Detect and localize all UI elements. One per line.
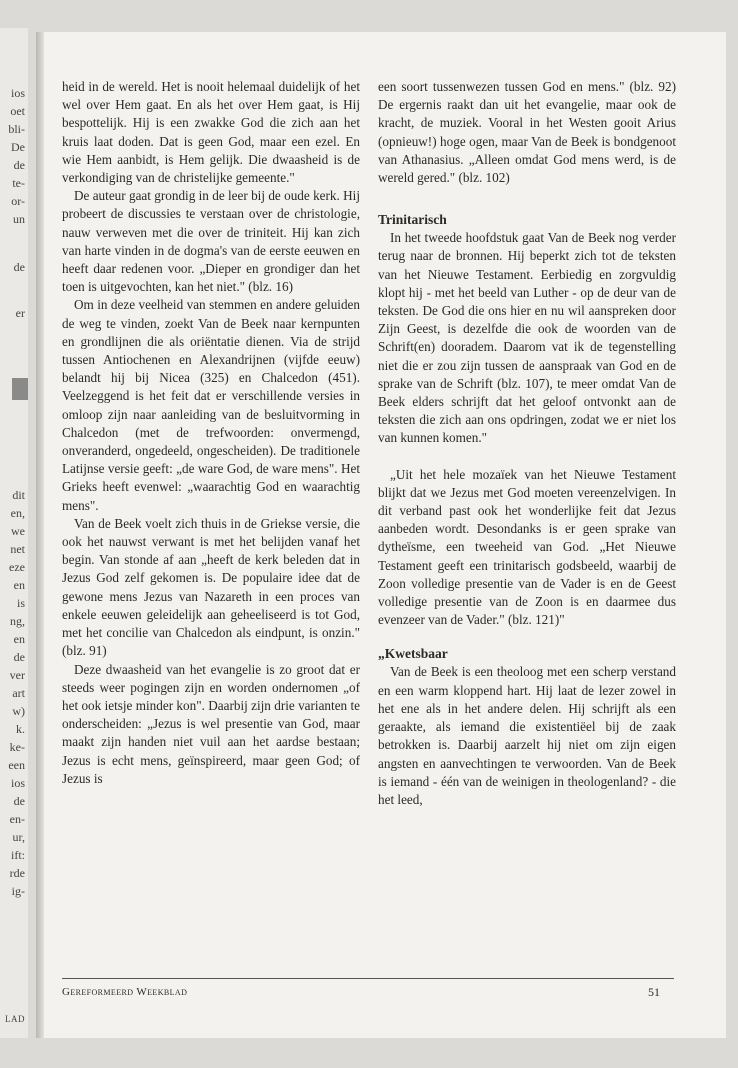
fragment: ig- (11, 884, 25, 898)
fragment: ur, (12, 830, 25, 844)
fragment: en (13, 632, 25, 646)
publication-name: Gereformeerd Weekblad (62, 986, 188, 998)
fragment: ng, (10, 614, 25, 628)
fragment: net (10, 542, 25, 556)
fragment: or- (11, 194, 25, 208)
fragment: ios (10, 776, 25, 790)
fragment: art (12, 686, 25, 700)
fragment: un (13, 212, 25, 226)
fragment: te- (12, 176, 25, 190)
fragment: er (15, 306, 25, 320)
paragraph: Deze dwaasheid van het evangelie is zo groot dat er steeds weer pogingen zijn en worden ondernomen „of het ook ietsje minder kon". Daarbij zijn drie varianten te onderscheiden: „Jezus is wel presentie van God, maar maakt zijn handen niet vuil aan het aardse bestaan; Jezus is echt mens, geïnspireerd, maar geen God; of Jezus is (62, 661, 360, 786)
fragment: en- (9, 812, 25, 826)
paragraph: Om in deze veelheid van stemmen en andere geluiden de weg te vinden, zoekt Van de Beek naar kernpunten en grondlijnen die als oriëntatie dienen. Via de strijd tussen Antiochenen en Alexandrijnen (vijfde eeuw) belandt hij bij Nicea (325) en Chalcedon (451). Veelzeggend is het feit dat er verschillende versies in omloop zijn naar aanleiding van de besluitvorming in Chalcedon (met de trefwoorden: onvermengd, onveranderd, ongedeeld, ongescheiden). De traditionele Latijnse versie geeft: „de ware God, de ware mens". Het Grieks heeft evenwel: „waarachtig God en waarachtig mens". (62, 297, 360, 513)
fragment: een (8, 758, 25, 772)
fragment: bli- (8, 122, 25, 136)
fragment: ios (10, 86, 25, 100)
paragraph: heid in de wereld. Het is nooit helemaal duidelijk of het wel over Hem gaat. En als het over Hem gaat, is Hij bespottelijk. Hij is een zwakke God die zich aan het kruis laat doden. Dat is geen God, maar een ezel. En wie Hem aanbidt, is Hem gelijk. Die dwaasheid is de verkondiging van de christelijke gemeente." (62, 79, 360, 186)
fragment: ver (9, 668, 25, 682)
right-column (378, 78, 676, 809)
fragment: oet (10, 104, 25, 118)
fragment: de (13, 794, 25, 808)
left-column (62, 78, 360, 788)
page-spine-shadow (36, 32, 44, 1038)
fragment: k. (16, 722, 25, 736)
section-heading: Trinitarisch (378, 212, 447, 228)
footer-divider (62, 978, 674, 979)
previous-page-edge (0, 28, 28, 1038)
fragment: we (11, 524, 25, 538)
fragment: de (13, 260, 25, 274)
fragment: w) (12, 704, 25, 718)
paragraph: In het tweede hoofdstuk gaat Van de Beek nog verder terug naar de bronnen. Hij beperkt zich tot de teksten van het Nieuwe Testament. Eerbiedig en zorgvuldig klopt hij - met het beeld van Luther - op de deur van de teksten. De God die ons hier en nu wil aanspreken door Zijn Geest, is dezelfde die ook de woorden van de Schrift(en) dooradem. Daarom vat ik de tegenstelling niet die er zou zijn tussen de aanspraak van God en de sprake van de Schrift (blz. 107), te meer omdat Van de Beek elders schrijft dat het geloof ontvonkt aan de teksten die zich aan ons opdringen, zodat we er niet los van kunnen komen." (378, 230, 676, 446)
fragment: en, (10, 506, 25, 520)
fragment: De (11, 140, 25, 154)
paragraph: De auteur gaat grondig in de leer bij de oude kerk. Hij probeert de discussies te verstaan over de christologie, nauw verweven met die over de triniteit. Hij kan zich van harte vinden in de dogma's van de eerste eeuwen en heeft daar redenen voor. „Dieper en grondiger dan het toen is uitgevochten, kan het niet." (blz. 16) (62, 188, 360, 295)
fragment: eze (9, 560, 25, 574)
paragraph: een soort tussenwezen tussen God en mens." (blz. 92) De ergernis raakt dan uit het evangelie, maar ook de kracht, de muziek. Vooral in het Westen gooit Arius (opnieuw!) hoge ogen, maar Van de Beek is bondgenoot van Athanasius. „Alleen omdat God mens werd, is de wereld gered." (blz. 102) (378, 79, 676, 186)
magazine-page (36, 32, 726, 1038)
fragment: rde (9, 866, 25, 880)
gray-marker (12, 378, 28, 400)
fragment: de (13, 650, 25, 664)
quote-paragraph: „Uit het hele mozaïek van het Nieuwe Testament blijkt dat we Jezus met God moeten vereenzelvigen. In dit verband past ook het wonderlijke feit dat Jezus aanbeden wordt. Desondanks is er geen sprake van dytheïsme, een tweeheid van God. „Het Nieuwe Testament geeft een trinitarisch godsbeeld, waarbij de Zoon volledige presentie van de Vader is en de Geest volledige presentie van de Zoon is en daarmee dus evenzeer van de Vader." (blz. 121)" (378, 466, 676, 628)
fragment: LAD (5, 1014, 25, 1024)
fragment: en (13, 578, 25, 592)
paragraph: Van de Beek is een theoloog met een scherp verstand en een warm kloppend hart. Hij laat de lezer zowel in het ene als in het andere delen. Hij schrijft als een geraakte, als iemand die existentiëel bij de zaak betrokken is. Daarbij aarzelt hij niet om zijn eigen angsten en aanvechtingen te verwoorden. Van de Beek is iemand - één van de weinigen in theologenland? - die het leed, (378, 664, 676, 807)
section-heading: „Kwetsbaar (378, 646, 448, 662)
fragment: de (13, 158, 25, 172)
fragment: ift: (11, 848, 25, 862)
fragment: ke- (9, 740, 25, 754)
page-number: 51 (648, 985, 660, 999)
fragment: is (16, 596, 25, 610)
fragment: dit (12, 488, 25, 502)
paragraph: Van de Beek voelt zich thuis in de Griekse versie, die ook het nauwst verwant is met het belijden vanaf het begin. Van stonde af aan „heeft de kerk beleden dat in Jezus God zelf gekomen is. De populaire idee dat de gewone mens Jezus van Nazareth in een proces van enkele eeuwen geleidelijk aan geheeliseerd is tot God, met het concilie van Chalcedon als eindpunt, is onzin." (blz. 91) (62, 515, 360, 659)
